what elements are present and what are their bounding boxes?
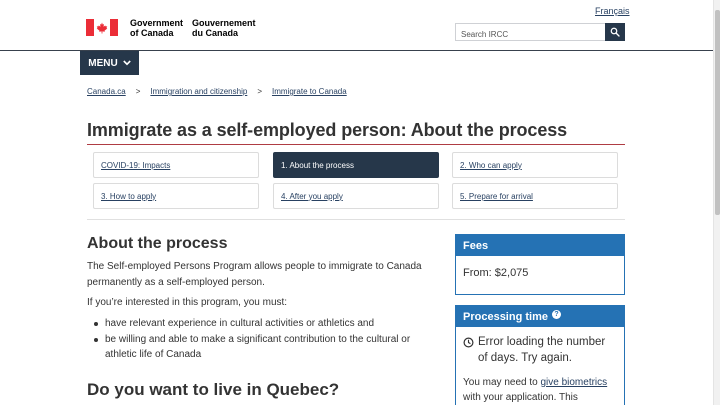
intro-line-1: The Self-employed Persons Program allows people to immigrate to Canada	[87, 261, 422, 272]
processing-panel-header	[456, 306, 624, 327]
processing-error	[463, 335, 617, 366]
fees-panel-body: From: $2,075	[463, 267, 529, 279]
list-item: have relevant experience in cultural activities or athletics and	[93, 316, 433, 332]
list-item: be willing and able to make a significant contribution to the cultural or athletic life of Canada	[93, 332, 433, 363]
breadcrumb-separator-icon: >	[257, 87, 262, 96]
search-input[interactable]	[456, 27, 605, 43]
section-heading-about: About the process	[87, 235, 228, 252]
requirements-list	[93, 316, 433, 363]
maple-leaf-icon	[96, 22, 108, 34]
intro-paragraph	[87, 259, 422, 290]
section-heading-quebec: Do you want to live in Quebec?	[87, 380, 340, 399]
processing-time-panel	[455, 305, 625, 405]
step-label: 1. About the process	[281, 160, 354, 170]
processing-error-line-2: of days. Try again.	[478, 351, 572, 364]
step-prepare-arrival[interactable]	[452, 183, 618, 209]
step-covid-impacts[interactable]	[93, 152, 259, 178]
signature-en-line2: of Canada	[130, 28, 174, 38]
processing-panel-body	[456, 327, 624, 405]
breadcrumb-link-immigrate[interactable]: Immigrate to Canada	[271, 87, 347, 96]
search-button[interactable]	[605, 23, 625, 41]
breadcrumb-separator-icon: >	[135, 87, 141, 96]
clock-icon	[463, 337, 474, 348]
scrollbar-thumb[interactable]	[715, 10, 720, 215]
section-divider	[87, 219, 625, 220]
biometrics-note	[463, 375, 617, 405]
biometrics-line-2: with your application. This	[463, 392, 578, 403]
signature-fr-line1: Gouvernement	[192, 18, 256, 28]
language-toggle-link[interactable]: Français	[595, 6, 630, 16]
biometrics-prefix: You may need to	[463, 377, 541, 388]
processing-panel-title: Processing time	[463, 310, 548, 323]
biometrics-link[interactable]: give biometrics	[540, 377, 608, 388]
processing-error-line-1: Error loading the number	[478, 336, 606, 348]
breadcrumb-link-canada[interactable]: Canada.ca	[87, 87, 126, 96]
fees-panel-title: Fees	[456, 235, 624, 256]
search-field[interactable]	[455, 23, 606, 41]
menu-label: MENU	[88, 57, 118, 69]
signature-fr-line2: du Canada	[192, 28, 239, 38]
step-label[interactable]: 3. How to apply	[101, 191, 157, 201]
menu-button[interactable]	[80, 51, 139, 75]
help-icon[interactable]: ?	[552, 310, 561, 319]
breadcrumb-link-immigration[interactable]: Immigration and citizenship	[150, 87, 248, 96]
signature-french	[192, 18, 256, 38]
page-title: Immigrate as a self-employed person: About the process	[87, 120, 568, 140]
chevron-down-icon	[123, 60, 131, 66]
fees-panel	[455, 234, 625, 295]
title-underline	[87, 144, 625, 145]
step-how-to-apply[interactable]	[93, 183, 259, 209]
step-after-you-apply[interactable]	[273, 183, 439, 209]
intro-line-2: permanently as a self-employed person.	[87, 276, 265, 288]
search-icon	[610, 27, 620, 37]
step-who-can-apply[interactable]	[452, 152, 618, 178]
step-label[interactable]: 4. After you apply	[281, 191, 343, 201]
step-label[interactable]: COVID-19: Impacts	[101, 160, 171, 170]
canada-flag-logo[interactable]	[86, 19, 118, 36]
page-scrollbar[interactable]	[713, 0, 720, 405]
requirements-intro: If you’re interested in this program, you must:	[87, 297, 288, 308]
step-about-process[interactable]	[273, 152, 439, 178]
step-label[interactable]: 5. Prepare for arrival	[460, 191, 533, 201]
step-label[interactable]: 2. Who can apply	[460, 160, 522, 170]
breadcrumb	[87, 87, 347, 96]
signature-en-line1: Government	[130, 18, 184, 28]
signature-english	[130, 18, 183, 38]
